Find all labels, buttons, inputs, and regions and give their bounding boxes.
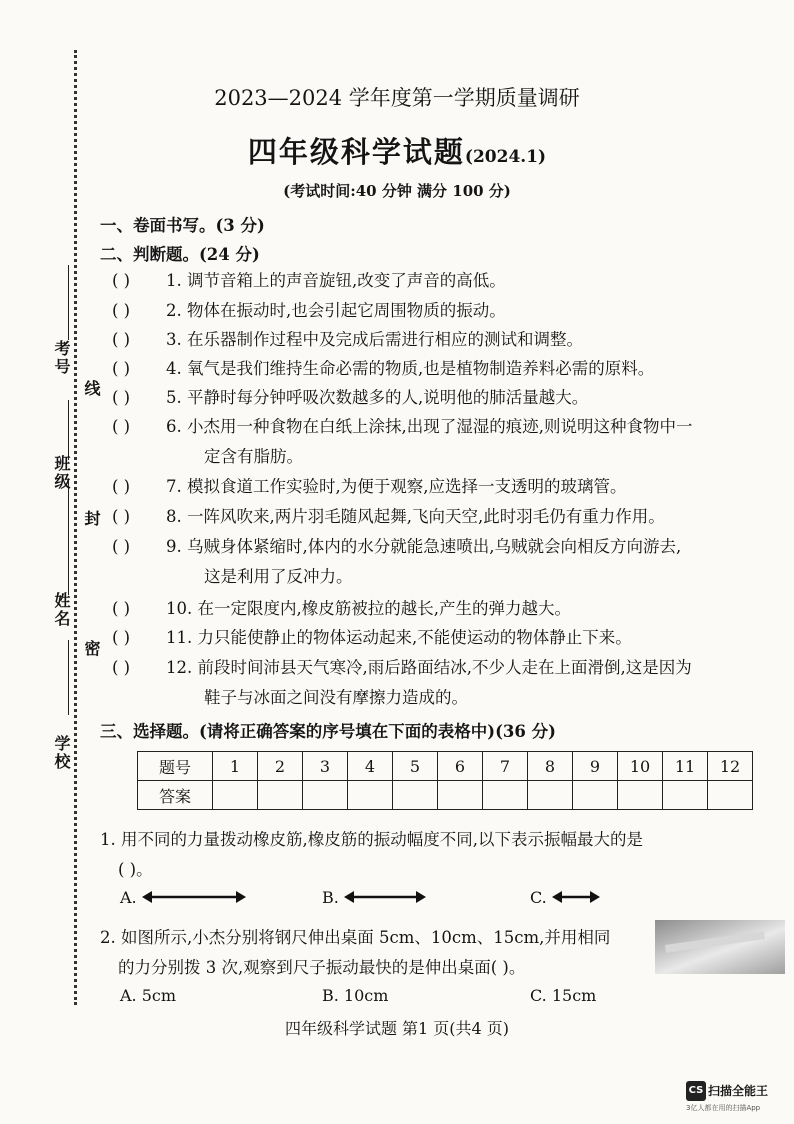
amplitude-arrow-small-icon	[552, 891, 600, 903]
margin-label-name: 姓名	[52, 592, 71, 628]
answer-cell[interactable]	[213, 781, 258, 810]
tf-question	[112, 502, 788, 532]
option-a[interactable]: A. 5cm	[120, 986, 177, 1005]
scanner-watermark	[686, 1080, 768, 1113]
margin-label-exam-id: 考号	[52, 340, 71, 376]
answer-cell[interactable]	[708, 781, 753, 810]
answer-paren[interactable]: ( )	[112, 658, 131, 677]
question-text: 7. 模拟食道工作实验时,为便于观察,应选择一支透明的玻璃管。	[166, 477, 627, 496]
answer-paren[interactable]: ( )	[112, 507, 131, 526]
answer-paren[interactable]: ( )	[112, 330, 131, 349]
table-row	[138, 781, 753, 810]
question-text-continued: 这是利用了反冲力。	[204, 567, 353, 586]
question-number: 4	[348, 752, 393, 781]
question-text: 11. 力只能使静止的物体运动起来,不能使运动的物体静止下来。	[166, 628, 632, 647]
question-text: 12. 前段时间沛县天气寒冷,雨后路面结冰,不少人走在上面滑倒,这是因为	[166, 658, 692, 677]
question-number: 12	[708, 752, 753, 781]
answer-cell[interactable]	[303, 781, 348, 810]
answer-cell[interactable]	[393, 781, 438, 810]
question-text: 5. 平静时每分钟呼吸次数越多的人,说明他的肺活量越大。	[166, 388, 589, 407]
tf-question	[112, 383, 788, 413]
margin-label-class: 班级	[52, 455, 71, 491]
question-number: 1	[213, 752, 258, 781]
option-c[interactable]: C. 15cm	[530, 986, 597, 1005]
section-1-title: 一、卷面书写。(3 分)	[100, 216, 265, 235]
answer-table	[137, 751, 753, 810]
question-number: 7	[483, 752, 528, 781]
question-text: 8. 一阵风吹来,两片羽毛随风起舞,飞向天空,此时羽毛仍有重力作用。	[166, 507, 665, 526]
question-number: 9	[573, 752, 618, 781]
exam-meta: (考试时间:40 分钟 满分 100 分)	[283, 182, 511, 200]
tf-question	[112, 623, 788, 653]
mc-question-1-blank[interactable]: ( )。	[118, 860, 153, 879]
steel-ruler-image	[665, 931, 765, 953]
question-text: 10. 在一定限度内,橡皮筋被拉的越长,产生的弹力越大。	[166, 599, 571, 618]
question-text: 3. 在乐器制作过程中及完成后需进行相应的测试和调整。	[166, 330, 583, 349]
page-footer: 四年级科学试题 第1 页(共4 页)	[284, 1019, 510, 1038]
option-b-label[interactable]: B.	[322, 888, 339, 907]
answer-cell[interactable]	[483, 781, 528, 810]
answer-paren[interactable]: ( )	[112, 599, 131, 618]
question-number: 6	[438, 752, 483, 781]
tf-question	[112, 354, 788, 384]
question-text-continued: 鞋子与冰面之间没有摩擦力造成的。	[204, 688, 468, 707]
answer-paren[interactable]: ( )	[112, 271, 131, 290]
option-b[interactable]: B. 10cm	[322, 986, 389, 1005]
exam-date: (2024.1)	[464, 147, 547, 167]
mc-question-2-text: 2. 如图所示,小杰分别将钢尺伸出桌面 5cm、10cm、15cm,并用相同	[100, 928, 611, 947]
answer-cell[interactable]	[438, 781, 483, 810]
tf-question	[112, 266, 788, 296]
answer-paren[interactable]: ( )	[112, 301, 131, 320]
amplitude-arrow-medium-icon	[344, 891, 426, 903]
question-text: 6. 小杰用一种食物在白纸上涂抹,出现了湿湿的痕迹,则说明这种食物中一	[166, 417, 693, 436]
margin-label-line: 线	[82, 380, 101, 398]
answer-paren[interactable]: ( )	[112, 417, 131, 436]
tf-question	[112, 472, 788, 502]
tf-question	[112, 412, 788, 466]
question-number: 11	[663, 752, 708, 781]
answer-paren[interactable]: ( )	[112, 359, 131, 378]
option-a-label[interactable]: A.	[120, 888, 137, 907]
answer-paren[interactable]: ( )	[112, 628, 131, 647]
question-text: 2. 物体在振动时,也会引起它周围物质的振动。	[166, 301, 506, 320]
question-text-continued: 定含有脂肪。	[204, 447, 303, 466]
option-c-label[interactable]: C.	[530, 888, 547, 907]
question-number: 2	[258, 752, 303, 781]
mc-question-1-text: 1. 用不同的力量拨动橡皮筋,橡皮筋的振动幅度不同,以下表示振幅最大的是	[100, 830, 643, 849]
tf-question	[112, 325, 788, 355]
scanner-app-name: 扫描全能王	[708, 1084, 769, 1098]
answer-cell[interactable]	[348, 781, 393, 810]
answer-cell[interactable]	[663, 781, 708, 810]
answer-paren[interactable]: ( )	[112, 388, 131, 407]
margin-label-school: 学校	[52, 735, 71, 771]
tf-question	[112, 532, 788, 586]
name-blank-line	[68, 480, 69, 595]
tf-question	[112, 594, 788, 624]
row-label-number: 题号	[138, 752, 213, 781]
answer-paren[interactable]: ( )	[112, 477, 131, 496]
answer-cell[interactable]	[618, 781, 663, 810]
amplitude-arrow-large-icon	[142, 891, 246, 903]
question-number: 10	[618, 752, 663, 781]
question-number: 5	[393, 752, 438, 781]
camscanner-logo-icon: CS	[686, 1081, 706, 1101]
answer-paren[interactable]: ( )	[112, 537, 131, 556]
exam-term-heading: 2023—2024 学年度第一学期质量调研	[214, 86, 580, 110]
tf-question	[112, 296, 788, 326]
question-text: 9. 乌贼身体紧缩时,体内的水分就能急速喷出,乌贼就会向相反方向游去,	[166, 537, 682, 556]
exam-title	[0, 130, 794, 171]
ruler-on-table-photo	[655, 920, 785, 974]
question-text: 4. 氧气是我们维持生命必需的物质,也是植物制造养料必需的原料。	[166, 359, 655, 378]
answer-cell[interactable]	[573, 781, 618, 810]
class-blank-line	[68, 400, 69, 460]
school-blank-line	[68, 640, 69, 715]
exam-title-main: 四年级科学试题	[247, 135, 465, 169]
row-label-answer: 答案	[138, 781, 213, 810]
section-2-title: 二、判断题。(24 分)	[100, 245, 260, 264]
question-number: 3	[303, 752, 348, 781]
question-text: 1. 调节音箱上的声音旋钮,改变了声音的高低。	[166, 271, 506, 290]
tf-question	[112, 653, 788, 707]
answer-cell[interactable]	[528, 781, 573, 810]
margin-label-seal: 封	[82, 510, 101, 528]
table-row	[138, 752, 753, 781]
mc-question-2-text-continued: 的力分别拨 3 次,观察到尺子振动最快的是伸出桌面( )。	[118, 958, 526, 977]
scanner-tagline: 3亿人都在用的扫描App	[686, 1103, 761, 1112]
answer-cell[interactable]	[258, 781, 303, 810]
id-blank-line	[68, 265, 69, 340]
question-number: 8	[528, 752, 573, 781]
section-3-title: 三、选择题。(请将正确答案的序号填在下面的表格中)(36 分)	[100, 722, 556, 741]
margin-label-secret: 密	[82, 640, 101, 658]
